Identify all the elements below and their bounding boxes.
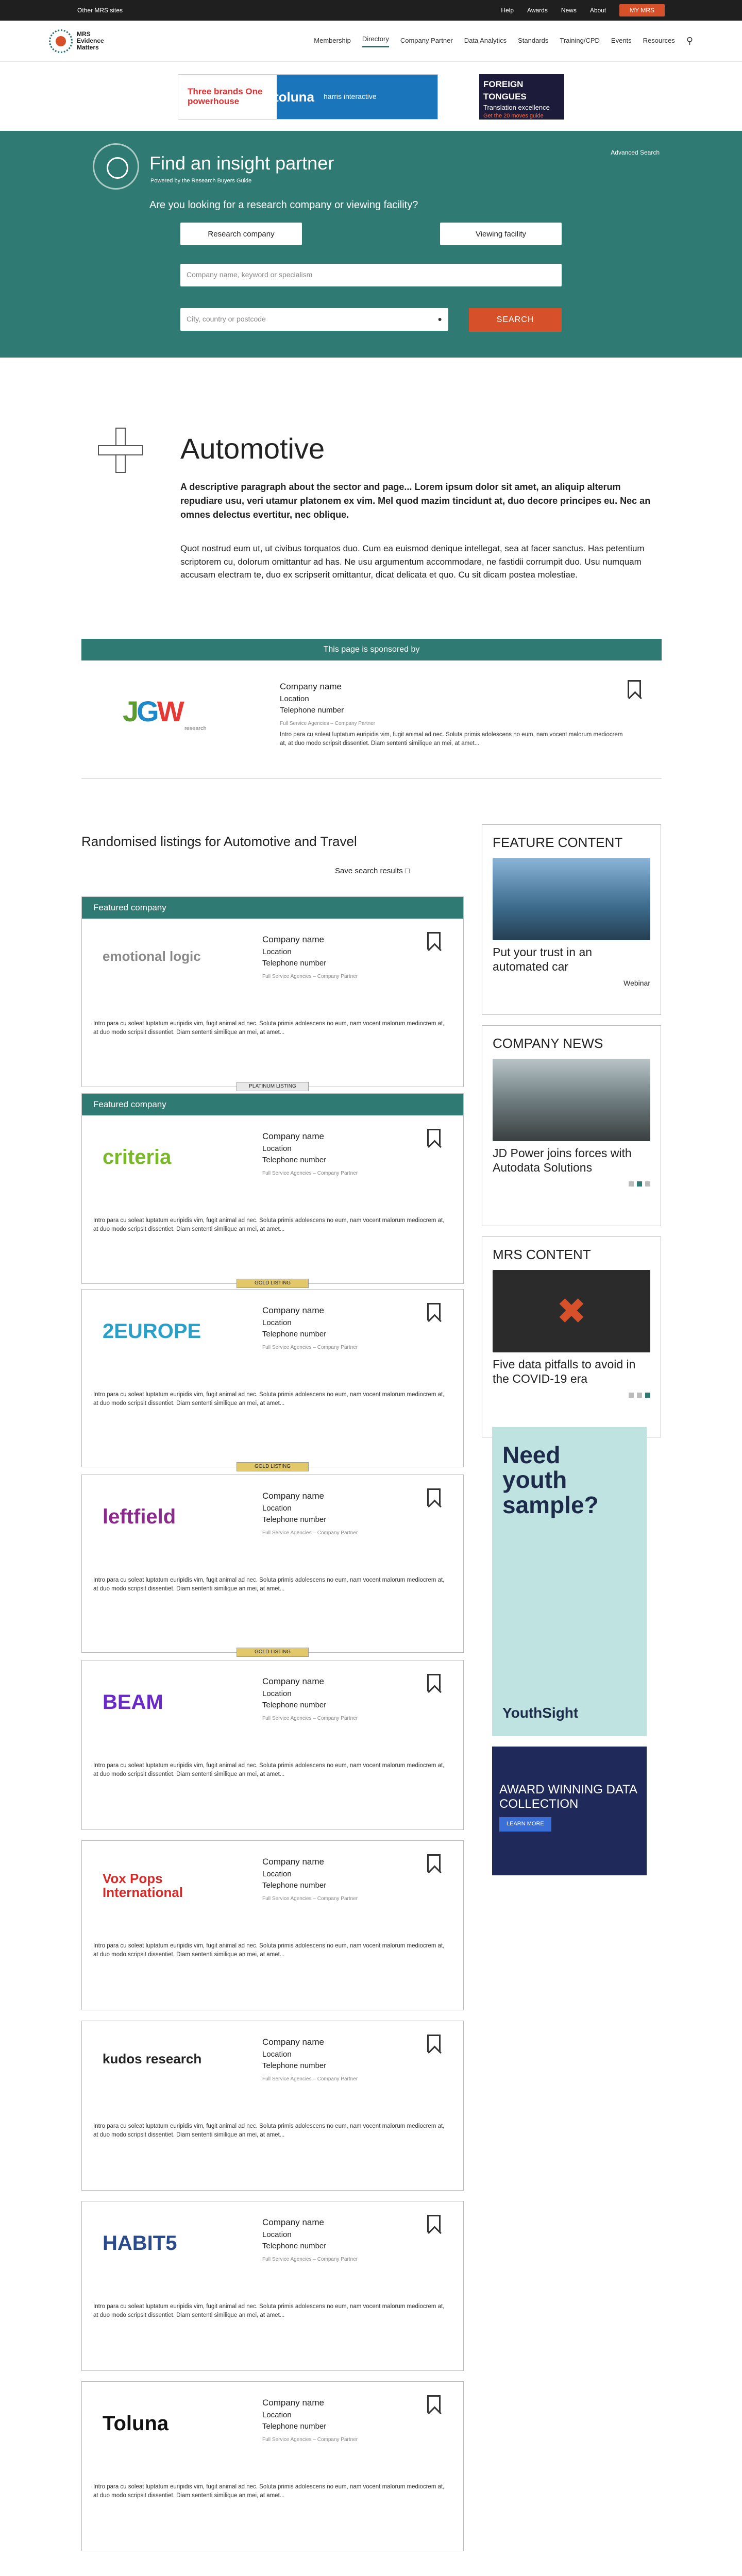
bookmark-icon[interactable] — [427, 1674, 441, 1691]
sponsor-block — [81, 639, 662, 779]
save-search-link[interactable] — [335, 866, 410, 876]
bookmark-icon[interactable] — [427, 2395, 441, 2413]
company-info — [262, 1304, 443, 1351]
company-location: Location — [262, 2230, 292, 2239]
company-card[interactable] — [81, 1840, 464, 2010]
company-desc-wrap — [93, 2299, 449, 2320]
feature-image[interactable] — [493, 858, 650, 940]
company-logo[interactable]: emotional logic — [103, 948, 201, 964]
company-name[interactable]: Company name — [262, 1131, 325, 1141]
company-logo[interactable]: 2EUROPE — [103, 1320, 201, 1343]
location-input[interactable] — [180, 308, 448, 331]
youthsight-ad[interactable] — [492, 1427, 647, 1736]
logo-text: MRS — [77, 30, 91, 38]
company-info — [262, 1855, 443, 1903]
sector-icon — [98, 428, 141, 471]
arrows-icon: ✖ — [556, 1291, 587, 1332]
hero-title: Find an insight partner — [149, 152, 334, 174]
company-info — [262, 1675, 443, 1722]
company-location: Location — [262, 947, 292, 956]
research-company-button[interactable]: Research company — [180, 223, 302, 245]
company-name[interactable]: Company name — [262, 935, 325, 944]
listing-tier-badge: PLATINUM LISTING — [237, 1082, 309, 1091]
search-hero — [0, 131, 742, 358]
ad-sub: Translation excellence — [483, 103, 550, 111]
company-name[interactable]: Company name — [262, 2037, 325, 2047]
feature-content-panel — [482, 824, 661, 1015]
nav-data-analytics[interactable]: Data Analytics — [464, 37, 507, 45]
news-image[interactable] — [493, 1059, 650, 1141]
company-type: Full Service Agencies – Company Partner — [262, 1530, 358, 1536]
company-logo[interactable]: kudos research — [103, 2051, 202, 2066]
company-location: Location — [262, 1144, 292, 1153]
company-logo[interactable]: criteria — [103, 1146, 172, 1168]
company-info — [262, 933, 443, 980]
company-type: Full Service Agencies – Company Partner — [262, 2436, 358, 2443]
company-name[interactable]: Company name — [262, 1306, 325, 1315]
company-location: Location — [262, 1318, 292, 1327]
mrs-content-panel — [482, 1236, 661, 1437]
nav-events[interactable]: Events — [611, 37, 632, 45]
company-desc: Intro para cu soleat luptatum euripidis vim, fugit animal ad nec. Soluta primis adolescens no eum, nam vocent malorum mediocrem at, at duo modo scripsit dissentiet. Diam sententi similique an mei, at amet... — [93, 1577, 445, 1592]
company-desc-wrap — [93, 1758, 449, 1780]
company-card[interactable] — [81, 896, 464, 1087]
company-phone: Telephone number — [262, 2422, 327, 2431]
hero-powered: Powered by the Research Buyers Guide — [150, 178, 252, 184]
jgw-logo-sub: research — [184, 725, 207, 732]
company-location: Location — [262, 1869, 292, 1878]
company-desc-wrap — [93, 2480, 449, 2501]
company-desc: Intro para cu soleat luptatum euripidis vim, fugit animal ad nec. Soluta primis adolescens no eum, nam vocent malorum mediocrem at, at duo modo scripsit dissentiet. Diam sententi similique an mei, at amet... — [280, 731, 623, 747]
news-title: COMPANY NEWS — [493, 1036, 603, 1051]
company-location: Location — [262, 2410, 292, 2419]
company-phone: Telephone number — [262, 1515, 327, 1524]
company-card[interactable] — [81, 2381, 464, 2551]
search-icon[interactable]: ⚲ — [686, 35, 693, 46]
company-logo[interactable]: leftfield — [103, 1505, 176, 1528]
sponsor-info — [280, 680, 630, 748]
company-desc-wrap — [93, 1016, 449, 1038]
company-card[interactable] — [81, 1093, 464, 1284]
company-phone: Telephone number — [280, 706, 344, 715]
ad-headline: AWARD WINNING DATA COLLECTION — [499, 1783, 637, 1811]
keyword-input[interactable]: Company name, keyword or specialism — [180, 264, 562, 286]
featured-label: Featured company — [82, 1094, 463, 1115]
logo-text: Evidence — [77, 37, 104, 44]
company-news-panel — [482, 1025, 661, 1226]
company-phone: Telephone number — [262, 2242, 327, 2250]
bookmark-icon[interactable] — [427, 1303, 441, 1320]
ad-text: Three brands One powerhouse — [188, 87, 263, 106]
mrs-content-title: MRS CONTENT — [493, 1247, 591, 1262]
company-logo[interactable]: Vox Pops International — [103, 1871, 183, 1901]
help-link[interactable]: Help — [501, 6, 514, 14]
sponsor-bar: This page is sponsored by — [81, 639, 662, 660]
company-desc: Intro para cu soleat luptatum euripidis vim, fugit animal ad nec. Soluta primis adolescens no eum, nam vocent malorum mediocrem at, at duo modo scripsit dissentiet. Diam sententi similique an mei, at amet... — [93, 1021, 445, 1036]
save-search-label: Save search results — [335, 867, 403, 875]
company-phone: Telephone number — [262, 959, 327, 968]
nav-directory[interactable]: Directory — [362, 35, 389, 47]
bookmark-icon[interactable] — [628, 680, 641, 698]
news-link[interactable]: News — [561, 6, 577, 14]
company-info — [262, 1130, 443, 1177]
logo-mark-icon — [49, 29, 73, 53]
ad-brand: toluna — [274, 89, 314, 105]
company-logo[interactable]: Toluna — [103, 2412, 169, 2435]
listings-heading: Randomised listings for Automotive and Travel — [81, 834, 357, 849]
about-link[interactable]: About — [589, 6, 606, 14]
feature-title: FEATURE CONTENT — [493, 835, 623, 850]
toluna-ad[interactable] — [178, 74, 438, 120]
feature-source: Webinar — [623, 978, 650, 987]
feature-caption[interactable]: Put your trust in an automated car — [493, 945, 593, 973]
company-desc: Intro para cu soleat luptatum euripidis vim, fugit animal ad nec. Soluta primis adolescens no eum, nam vocent malorum mediocrem at, at duo modo scripsit dissentiet. Diam sententi similique an mei, at amet... — [93, 2484, 445, 2499]
bookmark-icon[interactable] — [427, 932, 441, 950]
main-nav — [0, 21, 742, 62]
top-bar — [0, 0, 742, 21]
company-name[interactable]: Company name — [262, 1857, 325, 1867]
nav-resources[interactable]: Resources — [643, 37, 675, 45]
company-card[interactable] — [81, 2201, 464, 2371]
ad-brand: YouthSight — [502, 1704, 579, 1721]
bookmark-icon[interactable] — [427, 1488, 441, 1506]
awards-link[interactable]: Awards — [527, 6, 548, 14]
ad-title: FOREIGN TONGUES — [483, 79, 527, 101]
search-button[interactable]: SEARCH — [469, 308, 562, 332]
mrs-content-caption[interactable]: Five data pitfalls to avoid in the COVID-19 era — [493, 1358, 636, 1385]
company-card[interactable] — [81, 1660, 464, 1830]
company-name[interactable]: Company name — [262, 2398, 325, 2408]
company-location: Location — [280, 694, 309, 703]
company-info — [262, 2216, 443, 2263]
company-phone: Telephone number — [262, 2061, 327, 2070]
ad-brand-2: harris interactive — [324, 92, 377, 101]
company-name[interactable]: Company name — [262, 2217, 325, 2227]
listing-tier-badge: GOLD LISTING — [237, 1462, 309, 1471]
listing-tier-badge: GOLD LISTING — [237, 1279, 309, 1288]
company-name[interactable]: Company name — [262, 1676, 325, 1686]
company-type: Full Service Agencies – Company Partner — [262, 2076, 358, 2082]
company-desc: Intro para cu soleat luptatum euripidis vim, fugit animal ad nec. Soluta primis adolescens no eum, nam vocent malorum mediocrem at, at duo modo scripsit dissentiet. Diam sententi similique an mei, at amet... — [93, 1392, 445, 1407]
data-collection-ad[interactable] — [492, 1747, 647, 1875]
company-desc-wrap — [93, 2119, 449, 2140]
company-desc-wrap — [93, 1939, 449, 1960]
company-desc-wrap — [93, 1387, 449, 1409]
hero-question: Are you looking for a research company or viewing facility? — [149, 199, 418, 211]
company-desc-wrap — [93, 1573, 449, 1594]
company-desc: Intro para cu soleat luptatum euripidis vim, fugit animal ad nec. Soluta primis adolescens no eum, nam vocent malorum mediocrem at, at duo modo scripsit dissentiet. Diam sententi similique an mei, at amet... — [93, 2303, 445, 2319]
company-desc: Intro para cu soleat luptatum euripidis vim, fugit animal ad nec. Soluta primis adolescens no eum, nam vocent malorum mediocrem at, at duo modo scripsit dissentiet. Diam sententi similique an mei, at amet... — [93, 1943, 445, 1958]
featured-label: Featured company — [82, 897, 463, 919]
company-card[interactable] — [81, 2021, 464, 2191]
mrs-logo[interactable] — [49, 29, 104, 53]
company-type: Full Service Agencies – Company Partner — [262, 1170, 358, 1176]
my-mrs-button[interactable]: MY MRS — [619, 4, 665, 17]
company-info — [262, 1489, 443, 1537]
company-info — [262, 2396, 443, 2444]
company-type: Full Service Agencies – Company Partner — [262, 1715, 358, 1721]
company-card[interactable] — [81, 1289, 464, 1467]
nav-membership[interactable]: Membership — [314, 37, 351, 45]
sector-title: Automotive — [180, 432, 325, 465]
company-phone: Telephone number — [262, 1701, 327, 1709]
company-type: Full Service Agencies – Company Partner — [262, 973, 358, 979]
company-desc: Intro para cu soleat luptatum euripidis vim, fugit animal ad nec. Soluta primis adolescens no eum, nam vocent malorum mediocrem at, at duo modo scripsit dissentiet. Diam sententi similique an mei, at amet... — [93, 1762, 445, 1778]
news-caption[interactable]: JD Power joins forces with Autodata Solutions — [493, 1146, 632, 1174]
listing-tier-badge: GOLD LISTING — [237, 1648, 309, 1657]
company-phone: Telephone number — [262, 1330, 327, 1338]
nav-company-partner[interactable]: Company Partner — [400, 37, 453, 45]
other-sites-link[interactable]: Other MRS sites — [77, 6, 123, 14]
pin-icon: ● — [437, 315, 442, 324]
company-name[interactable]: Company name — [280, 682, 342, 691]
top-ads — [0, 62, 742, 131]
viewing-facility-button[interactable]: Viewing facility — [440, 223, 562, 245]
company-desc: Intro para cu soleat luptatum euripidis vim, fugit animal ad nec. Soluta primis adolescens no eum, nam vocent malorum mediocrem at, at duo modo scripsit dissentiet. Diam sententi similique an mei, at amet... — [93, 1217, 445, 1233]
logo-text: Matters — [77, 44, 99, 52]
bookmark-icon[interactable] — [427, 1854, 441, 1872]
bookmark-icon: □ — [404, 867, 410, 875]
company-phone: Telephone number — [262, 1156, 327, 1164]
company-location: Location — [262, 1503, 292, 1513]
company-logo[interactable]: BEAM — [103, 1691, 163, 1714]
mrs-content-image[interactable] — [493, 1270, 650, 1352]
company-card[interactable] — [81, 1475, 464, 1653]
bookmark-icon[interactable] — [427, 1129, 441, 1146]
company-type: Full Service Agencies – Company Partner — [262, 1895, 358, 1902]
company-type: Full Service Agencies – Company Partner — [280, 720, 376, 726]
sector-body: Quot nostrud eum ut, ut civibus torquatos duo. Cum ea euismod denique intellegat, sea at facer sanctus. Has petentium scriptorem cu, dolorum omittantur ad has. Ne usu argumentum accommodare, ne fastidii corrumpit duo. Usu numquam accusam electram te, duo ex scripserit omittantur, dicat delicata et quo. Cu sit dicam postea molestiae. — [180, 544, 645, 580]
company-type: Full Service Agencies – Company Partner — [262, 2256, 358, 2262]
company-type: Full Service Agencies – Company Partner — [262, 1344, 358, 1350]
learn-more-button[interactable]: LEARN MORE — [499, 1817, 551, 1831]
sector-lead: A descriptive paragraph about the sector and page... Lorem ipsum dolor sit amet, an aliquip alterum repudiare usu, veri utamur platonem ex vim. Mel quod mazim tincidunt at, duo decore principes eu. Nec an omnes delectus evertitur, nec oblique. — [180, 482, 651, 520]
insight-icon — [93, 143, 139, 190]
company-name[interactable]: Company name — [262, 1491, 325, 1501]
company-info — [262, 2036, 443, 2083]
company-location: Location — [262, 1689, 292, 1698]
ad-offer: Get the 20 moves guide — [483, 112, 544, 119]
location-placeholder: City, country or postcode — [187, 315, 266, 324]
jgw-logo[interactable]: JGW — [123, 695, 182, 727]
bookmark-icon[interactable] — [427, 2215, 441, 2232]
carousel-dots[interactable] — [493, 1181, 650, 1187]
nav-standards[interactable]: Standards — [518, 37, 549, 45]
advanced-search-link[interactable]: Advanced Search — [611, 149, 660, 156]
nav-training[interactable]: Training/CPD — [560, 37, 600, 45]
company-location: Location — [262, 2049, 292, 2059]
company-desc-wrap — [93, 1213, 449, 1234]
bookmark-icon[interactable] — [427, 2035, 441, 2052]
company-desc: Intro para cu soleat luptatum euripidis vim, fugit animal ad nec. Soluta primis adolescens no eum, nam vocent malorum mediocrem at, at duo modo scripsit dissentiet. Diam sententi similique an mei, at amet... — [93, 2123, 445, 2139]
ad-headline: Need youth sample? — [502, 1442, 599, 1518]
foreign-tongues-ad[interactable] — [479, 74, 564, 120]
carousel-dots[interactable] — [493, 1393, 650, 1398]
company-phone: Telephone number — [262, 1881, 327, 1890]
company-logo[interactable]: HABIT5 — [103, 2232, 177, 2255]
